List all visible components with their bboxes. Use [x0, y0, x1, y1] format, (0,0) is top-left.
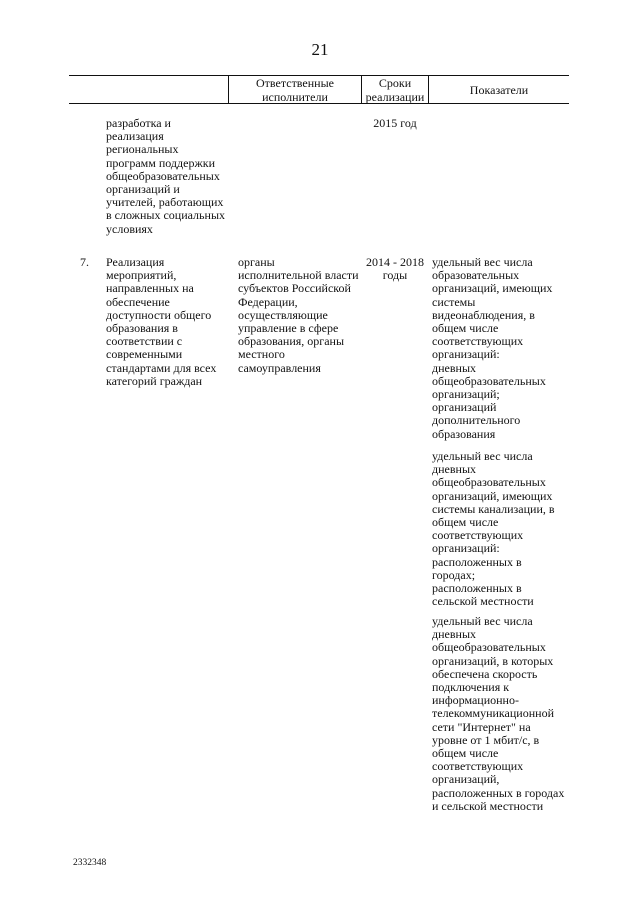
table-row-terms: 2014 - 2018 годы [366, 255, 424, 283]
table-row-indicator: удельный вес числа дневных общеобразовательных организаций, в которых обеспечена скорость подключения к информационно- телекоммуникационной сети "Интернет" на уровне от 1 мбит/с, в общем числе соответствующих организаций, расположенных в городах и сельской местности [432, 614, 565, 813]
column-header-indicators: Показатели [469, 83, 529, 97]
table-row-indicator: удельный вес числа дневных общеобразовательных организаций, имеющих системы канализации, в общем числе соответствующих организаций: расположенных в городах; расположенных в сельской местности [432, 449, 555, 609]
table-row-measure: Реализация мероприятий, направленных на обеспечение доступности общего образования в соответствии с современными стандартами для всех категорий граждан [106, 255, 217, 388]
table-row-number: 7. [80, 255, 89, 269]
table-row-indicator: удельный вес числа образовательных организаций, имеющих системы видеонаблюдения, в общем числе соответствующих организаций: дневных общеобразовательных организаций; организаций дополнительного образования [432, 255, 553, 441]
document-id: 2332348 [73, 858, 107, 868]
table-row-executors: органы исполнительной власти субъектов Российской Федерации, осуществляющие управление в сфере образования, органы местного самоуправления [238, 255, 359, 375]
column-header-responsible: Ответственные исполнители [256, 76, 334, 104]
column-header-terms: Сроки реализации [365, 76, 425, 104]
table-row-measure: разработка и реализация региональных программ поддержки общеобразовательных организаций и учителей, работающих в сложных социальных условиях [106, 116, 226, 236]
table-row-terms: 2015 год [373, 116, 417, 130]
page-number: 21 [311, 40, 329, 59]
